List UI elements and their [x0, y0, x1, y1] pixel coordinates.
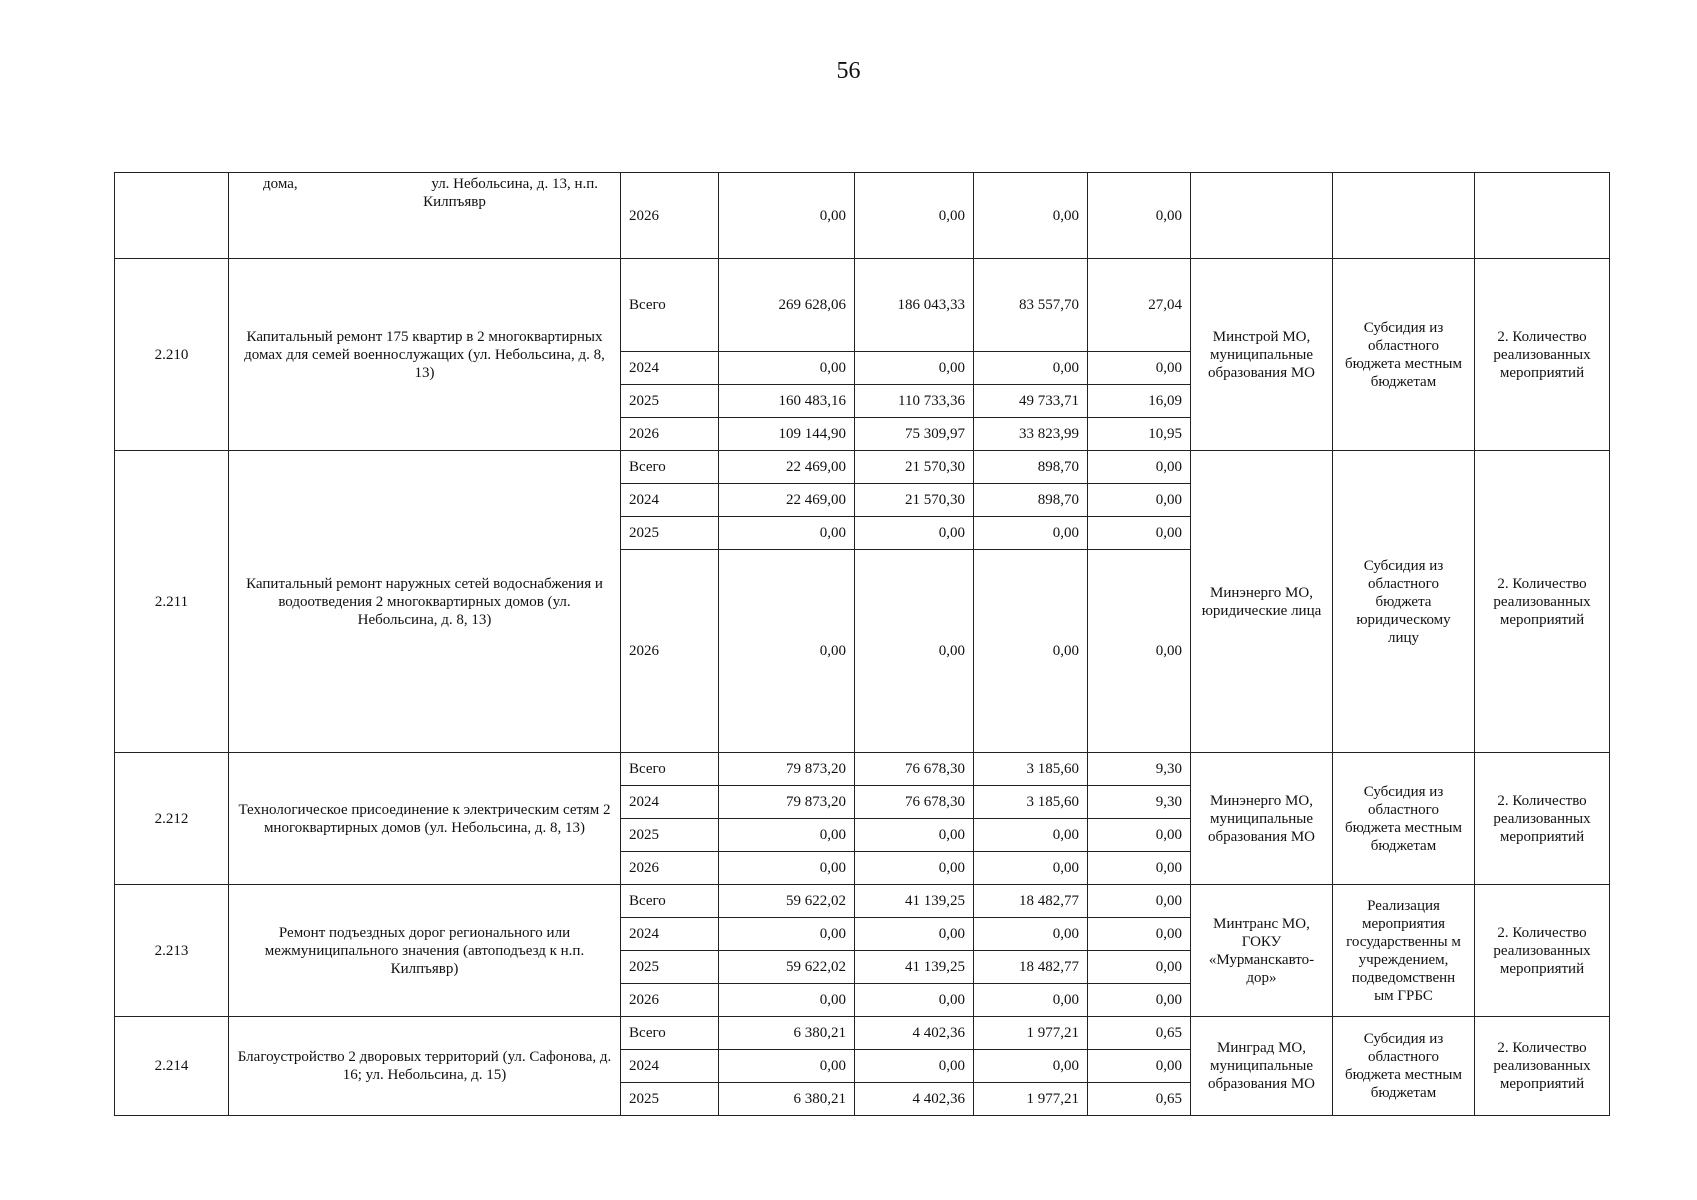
value-local-cell: 18 482,77 — [974, 885, 1088, 918]
row-description: Ремонт подъездных дорог регионального или межмуниципального значения (автоподъезд к н.п. Килпъявр) — [229, 885, 621, 1017]
value-local-cell: 18 482,77 — [974, 951, 1088, 984]
value-local-cell: 3 185,60 — [974, 753, 1088, 786]
year-cell: 2024 — [621, 484, 719, 517]
row-description: Благоустройство 2 дворовых территорий (ул. Сафонова, д. 16; ул. Небольсина, д. 15) — [229, 1017, 621, 1116]
year-cell: 2025 — [621, 951, 719, 984]
table-body — [115, 173, 1610, 1116]
value-regional-cell: 21 570,30 — [855, 451, 974, 484]
budget-table — [114, 172, 1610, 1116]
value-total-cell: 22 469,00 — [719, 484, 855, 517]
value-total-cell: 6 380,21 — [719, 1083, 855, 1116]
value-other-cell: 0,00 — [1088, 173, 1191, 259]
year-cell: 2026 — [621, 173, 719, 259]
value-local-cell: 3 185,60 — [974, 786, 1088, 819]
row-description: Капитальный ремонт 175 квартир в 2 многоквартирных домах для семей военнослужащих (ул. Небольсина, д. 8, 13) — [229, 259, 621, 451]
year-cell: 2025 — [621, 819, 719, 852]
table-row — [115, 451, 1610, 484]
value-regional-cell: 0,00 — [855, 852, 974, 885]
value-other-cell: 27,04 — [1088, 259, 1191, 352]
value-other-cell: 0,00 — [1088, 1050, 1191, 1083]
value-total-cell: 22 469,00 — [719, 451, 855, 484]
value-other-cell: 0,00 — [1088, 451, 1191, 484]
value-other-cell: 0,00 — [1088, 951, 1191, 984]
indicator-cell: 2. Количество реализованных мероприятий — [1475, 885, 1610, 1017]
value-local-cell: 1 977,21 — [974, 1017, 1088, 1050]
value-local-cell: 0,00 — [974, 550, 1088, 753]
year-cell: 2026 — [621, 852, 719, 885]
value-regional-cell: 76 678,30 — [855, 753, 974, 786]
year-cell: 2024 — [621, 918, 719, 951]
value-total-cell: 59 622,02 — [719, 885, 855, 918]
value-local-cell: 0,00 — [974, 819, 1088, 852]
row-number-cell: 2.212 — [115, 753, 229, 885]
value-total-cell: 0,00 — [719, 819, 855, 852]
value-regional-cell: 110 733,36 — [855, 385, 974, 418]
value-total-cell: 0,00 — [719, 517, 855, 550]
value-regional-cell: 0,00 — [855, 1050, 974, 1083]
value-total-cell: 0,00 — [719, 352, 855, 385]
row-number-cell: 2.210 — [115, 259, 229, 451]
value-local-cell: 49 733,71 — [974, 385, 1088, 418]
value-other-cell: 0,65 — [1088, 1083, 1191, 1116]
value-total-cell: 0,00 — [719, 1050, 855, 1083]
value-local-cell: 0,00 — [974, 918, 1088, 951]
value-local-cell: 0,00 — [974, 173, 1088, 259]
source-cell — [1333, 173, 1475, 259]
value-total-cell: 59 622,02 — [719, 951, 855, 984]
year-cell: Всего — [621, 885, 719, 918]
value-regional-cell: 0,00 — [855, 173, 974, 259]
row-number-cell: 2.214 — [115, 1017, 229, 1116]
responsible-cell: Минэнерго МО, юридические лица — [1191, 451, 1333, 753]
value-total-cell: 160 483,16 — [719, 385, 855, 418]
value-other-cell: 0,65 — [1088, 1017, 1191, 1050]
value-regional-cell: 4 402,36 — [855, 1017, 974, 1050]
carry-over-desc-left: дома, — [263, 176, 298, 192]
year-cell: Всего — [621, 753, 719, 786]
row-description: Капитальный ремонт наружных сетей водоснабжения и водоотведения 2 многоквартирных домов (ул. Небольсина, д. 8, 13) — [229, 451, 621, 753]
indicator-cell: 2. Количество реализованных мероприятий — [1475, 259, 1610, 451]
year-cell: 2026 — [621, 550, 719, 753]
value-regional-cell: 0,00 — [855, 517, 974, 550]
value-other-cell: 0,00 — [1088, 885, 1191, 918]
source-cell: Субсидия из областного бюджета местным бюджетам — [1333, 259, 1475, 451]
source-cell: Субсидия из областного бюджета местным бюджетам — [1333, 1017, 1475, 1116]
year-cell: 2024 — [621, 352, 719, 385]
value-local-cell: 33 823,99 — [974, 418, 1088, 451]
source-cell: Реализация мероприятия государственны м учреждением, подведомственн ым ГРБС — [1333, 885, 1475, 1017]
value-regional-cell: 21 570,30 — [855, 484, 974, 517]
value-other-cell: 0,00 — [1088, 550, 1191, 753]
value-local-cell: 898,70 — [974, 484, 1088, 517]
page-number: 56 — [836, 58, 861, 84]
responsible-cell: Минград МО, муниципальные образования МО — [1191, 1017, 1333, 1116]
responsible-cell: Минэнерго МО, муниципальные образования МО — [1191, 753, 1333, 885]
row-number-cell — [115, 173, 229, 259]
value-regional-cell: 0,00 — [855, 918, 974, 951]
responsible-cell: Минстрой МО, муниципальные образования МО — [1191, 259, 1333, 451]
year-cell: 2025 — [621, 517, 719, 550]
indicator-cell: 2. Количество реализованных мероприятий — [1475, 753, 1610, 885]
value-other-cell: 0,00 — [1088, 517, 1191, 550]
indicator-cell: 2. Количество реализованных мероприятий — [1475, 1017, 1610, 1116]
value-local-cell: 0,00 — [974, 352, 1088, 385]
value-total-cell: 79 873,20 — [719, 753, 855, 786]
year-cell: 2025 — [621, 385, 719, 418]
value-local-cell: 0,00 — [974, 852, 1088, 885]
value-regional-cell: 186 043,33 — [855, 259, 974, 352]
value-other-cell: 0,00 — [1088, 984, 1191, 1017]
value-total-cell: 0,00 — [719, 852, 855, 885]
table-row — [115, 885, 1610, 918]
indicator-cell — [1475, 173, 1610, 259]
value-other-cell: 0,00 — [1088, 484, 1191, 517]
source-cell: Субсидия из областного бюджета юридическому лицу — [1333, 451, 1475, 753]
value-total-cell: 0,00 — [719, 984, 855, 1017]
value-other-cell: 0,00 — [1088, 819, 1191, 852]
value-total-cell: 0,00 — [719, 173, 855, 259]
year-cell: Всего — [621, 259, 719, 352]
value-regional-cell: 41 139,25 — [855, 885, 974, 918]
year-cell: 2024 — [621, 1050, 719, 1083]
carry-over-desc-right: ул. Небольсина, д. 13, н.п. — [431, 176, 598, 192]
value-local-cell: 898,70 — [974, 451, 1088, 484]
table-row — [115, 1017, 1610, 1050]
value-regional-cell: 41 139,25 — [855, 951, 974, 984]
carry-over-desc-line2: Килпъявр — [423, 194, 486, 210]
value-other-cell: 0,00 — [1088, 852, 1191, 885]
value-regional-cell: 76 678,30 — [855, 786, 974, 819]
value-total-cell: 109 144,90 — [719, 418, 855, 451]
year-cell: 2025 — [621, 1083, 719, 1116]
value-other-cell: 9,30 — [1088, 786, 1191, 819]
value-local-cell: 83 557,70 — [974, 259, 1088, 352]
value-regional-cell: 0,00 — [855, 984, 974, 1017]
value-local-cell: 0,00 — [974, 1050, 1088, 1083]
row-description — [229, 173, 621, 259]
value-local-cell: 1 977,21 — [974, 1083, 1088, 1116]
indicator-cell: 2. Количество реализованных мероприятий — [1475, 451, 1610, 753]
year-cell: 2024 — [621, 786, 719, 819]
value-local-cell: 0,00 — [974, 517, 1088, 550]
source-cell: Субсидия из областного бюджета местным бюджетам — [1333, 753, 1475, 885]
value-total-cell: 79 873,20 — [719, 786, 855, 819]
value-other-cell: 0,00 — [1088, 352, 1191, 385]
row-number-cell: 2.213 — [115, 885, 229, 1017]
value-regional-cell: 0,00 — [855, 352, 974, 385]
value-total-cell: 6 380,21 — [719, 1017, 855, 1050]
table-row — [115, 753, 1610, 786]
year-cell: Всего — [621, 451, 719, 484]
row-number-cell: 2.211 — [115, 451, 229, 753]
year-cell: 2026 — [621, 984, 719, 1017]
value-other-cell: 10,95 — [1088, 418, 1191, 451]
value-local-cell: 0,00 — [974, 984, 1088, 1017]
value-other-cell: 9,30 — [1088, 753, 1191, 786]
value-total-cell: 0,00 — [719, 550, 855, 753]
responsible-cell — [1191, 173, 1333, 259]
responsible-cell: Минтранс МО, ГОКУ «Мурманскавто-дор» — [1191, 885, 1333, 1017]
value-regional-cell: 75 309,97 — [855, 418, 974, 451]
value-regional-cell: 4 402,36 — [855, 1083, 974, 1116]
value-regional-cell: 0,00 — [855, 819, 974, 852]
row-description: Технологическое присоединение к электрическим сетям 2 многоквартирных домов (ул. Небольсина, д. 8, 13) — [229, 753, 621, 885]
value-total-cell: 0,00 — [719, 918, 855, 951]
table-row-carry-over — [115, 173, 1610, 259]
value-other-cell: 0,00 — [1088, 918, 1191, 951]
year-cell: Всего — [621, 1017, 719, 1050]
year-cell: 2026 — [621, 418, 719, 451]
table-row — [115, 259, 1610, 352]
value-regional-cell: 0,00 — [855, 550, 974, 753]
value-other-cell: 16,09 — [1088, 385, 1191, 418]
value-total-cell: 269 628,06 — [719, 259, 855, 352]
